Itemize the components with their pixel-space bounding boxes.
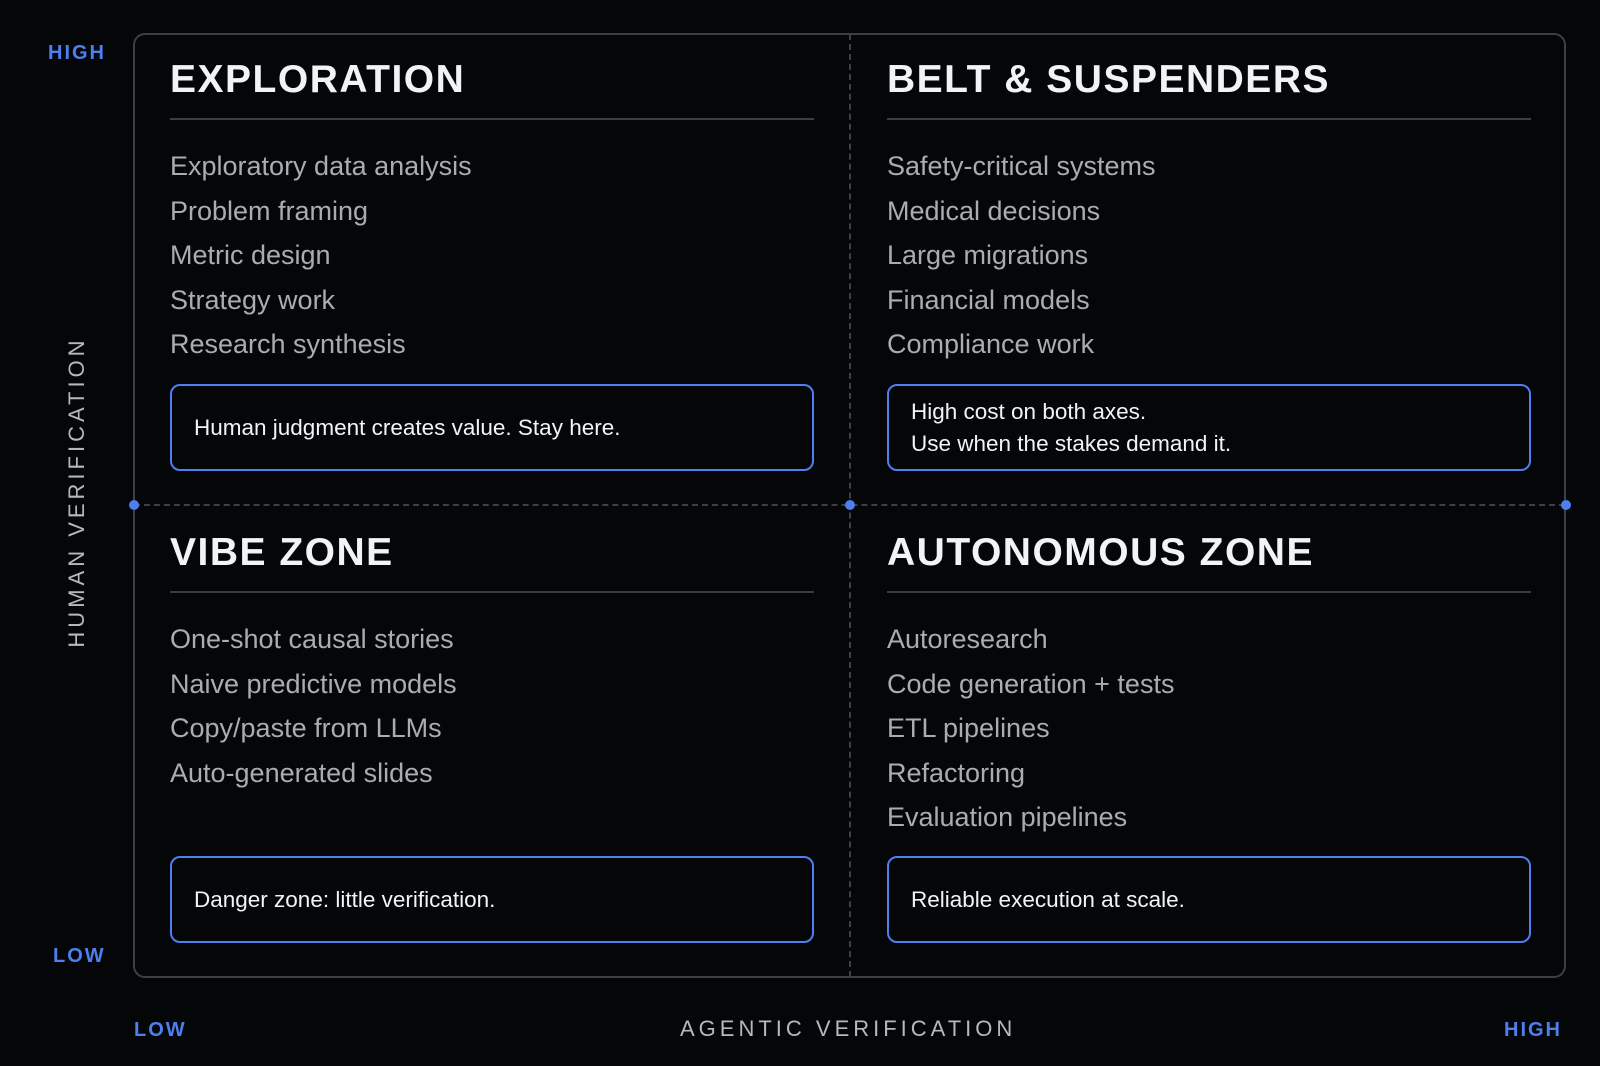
list-item: Research synthesis bbox=[170, 329, 406, 359]
list-item: Exploratory data analysis bbox=[170, 151, 472, 181]
list-item: Large migrations bbox=[887, 240, 1089, 270]
note-line: Use when the stakes demand it. bbox=[911, 430, 1232, 456]
list-item: ETL pipelines bbox=[887, 713, 1050, 743]
note-line: Reliable execution at scale. bbox=[911, 886, 1185, 912]
list-item: Naive predictive models bbox=[170, 668, 457, 699]
list-item: Safety-critical systems bbox=[887, 151, 1156, 181]
note-line: Human judgment creates value. Stay here. bbox=[194, 414, 621, 440]
y-axis-low-label: LOW bbox=[53, 945, 106, 967]
quadrant-autonomous-zone bbox=[887, 513, 1531, 943]
quadrant-item-list bbox=[170, 617, 814, 795]
quadrant-item-list bbox=[887, 144, 1531, 367]
list-item: Problem framing bbox=[170, 195, 369, 226]
divider-dot-left bbox=[129, 500, 139, 510]
list-item: Refactoring bbox=[887, 757, 1026, 788]
quadrant-note bbox=[170, 384, 814, 471]
quadrant-exploration bbox=[170, 40, 814, 470]
quadrant-title: BELT & SUSPENDERS bbox=[887, 40, 1531, 120]
note-line: High cost on both axes. bbox=[911, 398, 1147, 424]
list-item: Financial models bbox=[887, 284, 1090, 315]
list-item: One-shot causal stories bbox=[170, 624, 454, 654]
quadrant-note bbox=[170, 856, 814, 943]
quadrant-vibe-zone bbox=[170, 513, 814, 943]
list-item: Compliance work bbox=[887, 329, 1095, 359]
quadrant-title: VIBE ZONE bbox=[170, 513, 814, 593]
x-axis-high-label: HIGH bbox=[1504, 1019, 1562, 1041]
y-axis-title: HUMAN VERIFICATION bbox=[64, 336, 89, 648]
list-item: Evaluation pipelines bbox=[887, 802, 1128, 832]
y-axis-high-label: HIGH bbox=[48, 42, 106, 64]
quadrant-item-list bbox=[170, 144, 814, 367]
list-item: Auto-generated slides bbox=[170, 757, 433, 788]
note-line: Danger zone: little verification. bbox=[194, 886, 496, 912]
quadrant-title: AUTONOMOUS ZONE bbox=[887, 513, 1531, 593]
quadrant-title: EXPLORATION bbox=[170, 40, 814, 120]
divider-dot-center bbox=[845, 500, 855, 510]
quadrant-note bbox=[887, 384, 1531, 471]
x-axis-title: AGENTIC VERIFICATION bbox=[680, 1016, 1017, 1041]
list-item: Autoresearch bbox=[887, 624, 1048, 654]
list-item: Metric design bbox=[170, 240, 331, 270]
list-item: Copy/paste from LLMs bbox=[170, 713, 442, 743]
quadrant-note bbox=[887, 856, 1531, 943]
list-item: Medical decisions bbox=[887, 195, 1101, 226]
list-item: Code generation + tests bbox=[887, 668, 1175, 699]
divider-dot-right bbox=[1561, 500, 1571, 510]
quadrant-item-list bbox=[887, 617, 1531, 840]
quadrant-belt-and-suspenders bbox=[887, 40, 1531, 470]
list-item: Strategy work bbox=[170, 284, 336, 315]
x-axis-low-label: LOW bbox=[134, 1019, 187, 1041]
